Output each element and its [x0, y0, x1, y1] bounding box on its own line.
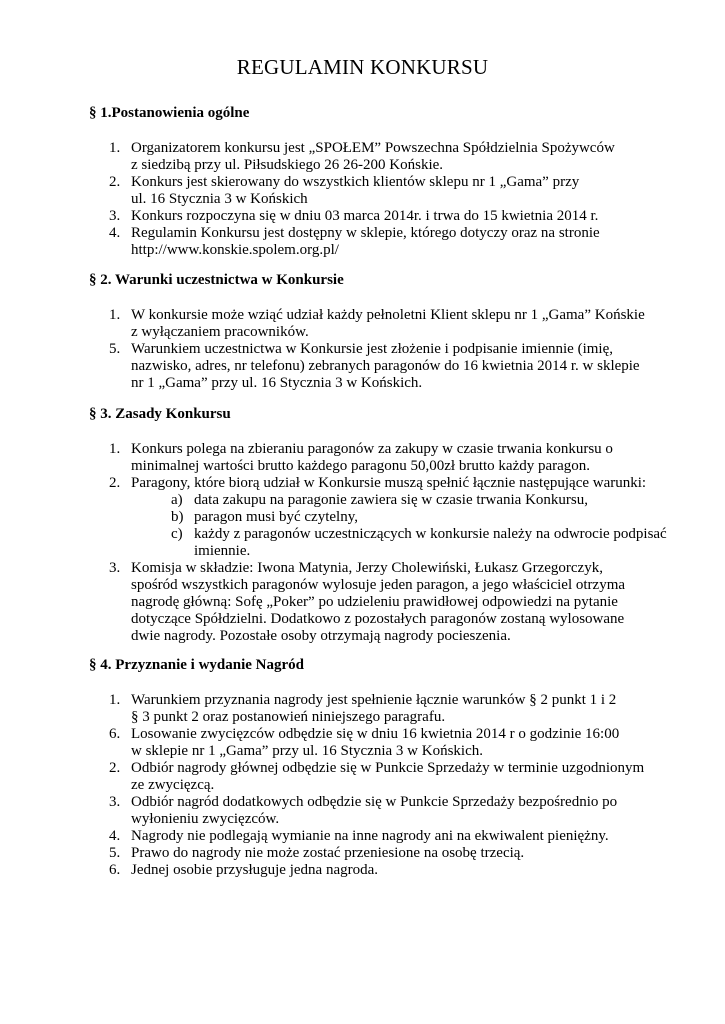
item-number: 2.	[109, 174, 121, 190]
item-number: 6.	[109, 862, 121, 878]
item-text-line: § 3 punkt 2 oraz postanowień niniejszego paragrafu.	[131, 709, 446, 725]
item-number: 5.	[109, 341, 121, 357]
list-item	[89, 441, 669, 475]
item-number: 1.	[109, 140, 121, 156]
item-number: 1.	[109, 441, 121, 457]
item-text-line: wyłonieniu zwycięzców.	[131, 811, 280, 827]
item-text-line: Warunkiem przyznania nagrody jest spełnienie łącznie warunków § 2 punkt 1 i 2	[131, 692, 617, 708]
list-item	[89, 845, 669, 862]
item-number: 4.	[109, 225, 121, 241]
item-text-line: Paragony, które biorą udział w Konkursie muszą spełnić łącznie następujące warunki:	[131, 475, 647, 491]
item-text-line: nazwisko, adres, nr telefonu) zebranych paragonów do 16 kwietnia 2014 r. w sklepie	[131, 358, 640, 374]
section-heading: § 1.Postanowienia ogólne	[89, 105, 250, 121]
section-heading: § 2. Warunki uczestnictwa w Konkursie	[89, 272, 344, 288]
lettered-sublist	[131, 492, 669, 560]
item-text-line: nagrodę główną: Sofę „Poker” po udzieleniu prawidłowej odpowiedzi na pytanie	[131, 594, 618, 610]
item-text-line: minimalnej wartości brutto każdego paragonu 50,00zł brutto każdy paragon.	[131, 458, 591, 474]
item-text-line: Losowanie zwycięzców odbędzie się w dniu 16 kwietnia 2014 r o godzinie 16:00	[131, 726, 620, 742]
list-item	[89, 140, 669, 174]
item-number: 2.	[109, 760, 121, 776]
list-item	[89, 794, 669, 828]
item-text-line: ul. 16 Stycznia 3 w Końskich	[131, 191, 308, 207]
numbered-list	[89, 307, 669, 392]
item-number: 4.	[109, 828, 121, 844]
item-text-line: Jednej osobie przysługuje jedna nagroda.	[131, 862, 379, 878]
sub-item-letter: c)	[171, 526, 183, 542]
sublist-item	[131, 526, 669, 560]
item-text-line: z wyłączaniem pracowników.	[131, 324, 309, 340]
item-number: 2.	[109, 475, 121, 491]
item-text-line: dwie nagrody. Pozostałe osoby otrzymają nagrody pocieszenia.	[131, 628, 511, 644]
item-text-line: W konkursie może wziąć udział każdy pełnoletni Klient sklepu nr 1 „Gama” Końskie	[131, 307, 645, 323]
item-text-line: nr 1 „Gama” przy ul. 16 Stycznia 3 w Końskich.	[131, 375, 423, 391]
section-heading: § 3. Zasady Konkursu	[89, 406, 231, 422]
item-text-line: z siedzibą przy ul. Piłsudskiego 26 26-200 Końskie.	[131, 157, 444, 173]
list-item	[89, 726, 669, 760]
item-text-line: Regulamin Konkursu jest dostępny w sklepie, którego dotyczy oraz na stronie	[131, 225, 600, 241]
sub-item-letter: a)	[171, 492, 183, 508]
sub-item-letter: b)	[171, 509, 184, 525]
list-item	[89, 760, 669, 794]
item-text-line: Nagrody nie podlegają wymianie na inne nagrody ani na ekwiwalent pieniężny.	[131, 828, 609, 844]
list-item	[89, 307, 669, 341]
item-text-line: Organizatorem konkursu jest „SPOŁEM” Powszechna Spółdzielnia Spożywców	[131, 140, 615, 156]
section-1-general-provisions	[89, 105, 669, 259]
item-text-line: w sklepie nr 1 „Gama” przy ul. 16 Stycznia 3 w Końskich.	[131, 743, 483, 759]
item-text-line: Konkurs jest skierowany do wszystkich klientów sklepu nr 1 „Gama” przy	[131, 174, 580, 190]
list-item	[89, 560, 669, 645]
item-number: 3.	[109, 208, 121, 224]
sublist-item	[131, 492, 669, 509]
item-text-line: Odbiór nagród dodatkowych odbędzie się w Punkcie Sprzedaży bezpośrednio po	[131, 794, 618, 810]
item-number: 1.	[109, 692, 121, 708]
list-item	[89, 208, 669, 225]
item-text-line: spośród wszystkich paragonów wylosuje jeden paragon, a jego właściciel otrzyma	[131, 577, 626, 593]
section-2-participation-conditions	[89, 272, 669, 392]
item-text-line: http://www.konskie.spolem.org.pl/	[131, 242, 339, 258]
list-item	[89, 828, 669, 845]
sub-item-text-line: każdy z paragonów uczestniczących w konkursie należy na odwrocie podpisać	[194, 526, 667, 542]
sublist-item	[131, 509, 669, 526]
sub-item-text-line: data zakupu na paragonie zawiera się w czasie trwania Konkursu,	[194, 492, 588, 508]
item-text-line: dotyczące Spółdzielni. Dodatkowo z pozostałych paragonów zostaną wylosowane	[131, 611, 625, 627]
list-item	[89, 862, 669, 879]
numbered-list	[89, 140, 669, 259]
item-text-line: Warunkiem uczestnictwa w Konkursie jest złożenie i podpisanie imiennie (imię,	[131, 341, 613, 357]
item-text-line: Komisja w składzie: Iwona Matynia, Jerzy Cholewiński, Łukasz Grzegorczyk,	[131, 560, 603, 576]
item-number: 3.	[109, 794, 121, 810]
item-text-line: ze zwycięzcą.	[131, 777, 215, 793]
numbered-list	[89, 692, 669, 879]
list-item	[89, 341, 669, 392]
list-item	[89, 174, 669, 208]
list-item	[89, 225, 669, 259]
section-4-prize-awarding	[89, 657, 669, 879]
list-item	[89, 692, 669, 726]
sub-item-text-line: paragon musi być czytelny,	[194, 509, 358, 525]
document-title: REGULAMIN KONKURSU	[236, 55, 489, 79]
item-number: 1.	[109, 307, 121, 323]
section-3-contest-rules	[89, 406, 669, 645]
item-text-line: Konkurs rozpoczyna się w dniu 03 marca 2014r. i trwa do 15 kwietnia 2014 r.	[131, 208, 599, 224]
item-text-line: Konkurs polega na zbieraniu paragonów za zakupy w czasie trwania konkursu o	[131, 441, 613, 457]
item-number: 5.	[109, 845, 121, 861]
item-number: 3.	[109, 560, 121, 576]
list-item	[89, 475, 669, 560]
sub-item-text-line: imiennie.	[194, 543, 251, 559]
section-heading: § 4. Przyznanie i wydanie Nagród	[89, 657, 304, 673]
item-text-line: Odbiór nagrody głównej odbędzie się w Punkcie Sprzedaży w terminie uzgodnionym	[131, 760, 645, 776]
item-text-line: Prawo do nagrody nie może zostać przeniesione na osobę trzecią.	[131, 845, 525, 861]
item-number: 6.	[109, 726, 121, 742]
numbered-list	[89, 441, 669, 645]
